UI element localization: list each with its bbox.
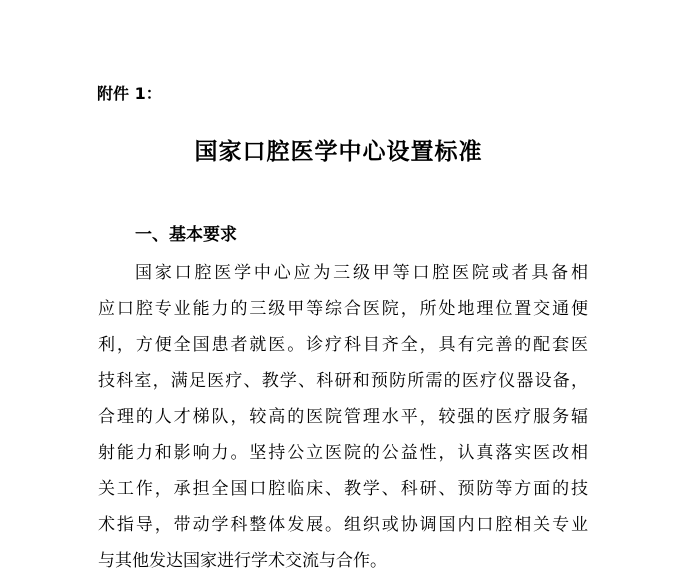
paragraph-line: 与其他发达国家进行学术交流与合作。 [98, 551, 387, 571]
section-heading: 一、基本要求 [135, 225, 237, 245]
paragraph-line: 应口腔专业能力的三级甲等综合医院，所处地理位置交通便 [98, 299, 588, 319]
page-title: 国家口腔医学中心设置标准 [194, 139, 483, 165]
paragraph-line: 技科室，满足医疗、教学、科研和预防所需的医疗仪器设备， [98, 371, 588, 391]
paragraph-line: 射能力和影响力。坚持公立医院的公益性，认真落实医改相 [98, 443, 588, 463]
paragraph-line: 术指导，带动学科整体发展。组织或协调国内口腔相关专业 [98, 515, 588, 535]
paragraph-line: 关工作，承担全国口腔临床、教学、科研、预防等方面的技 [98, 479, 588, 499]
paragraph-line: 合理的人才梯队，较高的医院管理水平，较强的医疗服务辐 [98, 407, 588, 427]
attachment-label: 附件 1： [97, 84, 162, 103]
paragraph-line: 利，方便全国患者就医。诊疗科目齐全，具有完善的配套医 [98, 335, 588, 355]
paragraph-line: 国家口腔医学中心应为三级甲等口腔医院或者具备相 [135, 263, 588, 283]
